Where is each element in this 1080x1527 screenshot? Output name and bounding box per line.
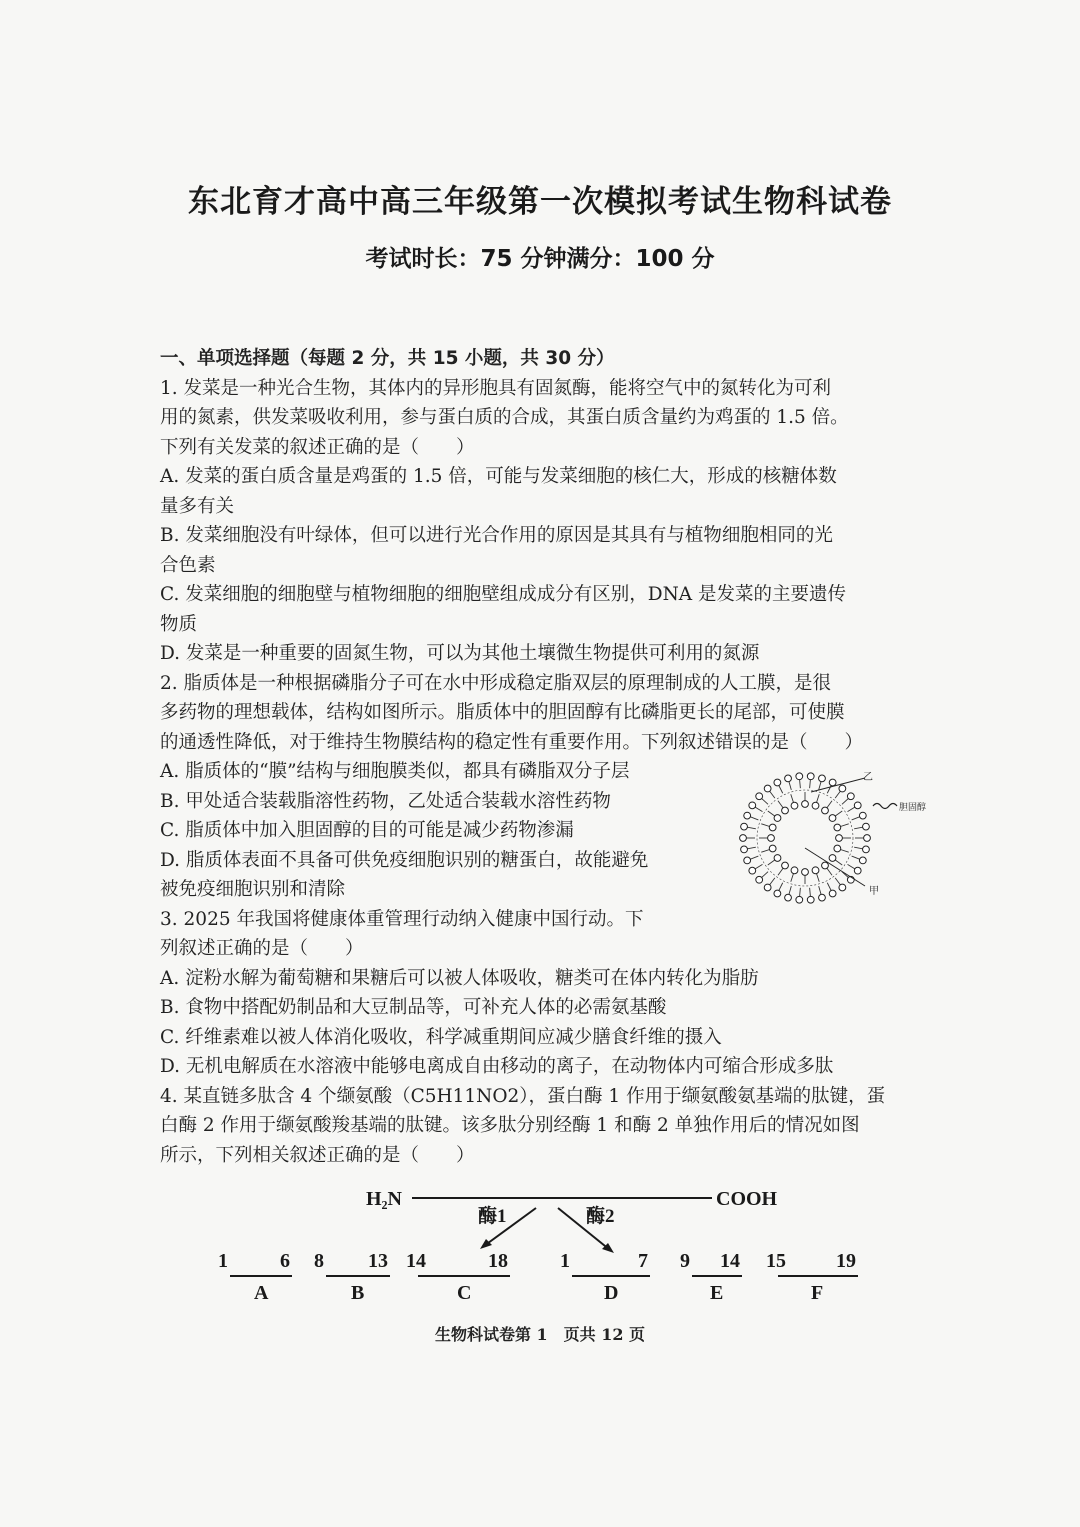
liposome-diagram — [725, 768, 950, 908]
phospholipid-head — [829, 779, 836, 786]
phospholipid-head — [819, 775, 826, 782]
phospholipid-head — [863, 823, 870, 830]
fragment-name-label: C — [457, 1282, 472, 1304]
phospholipid-head — [764, 884, 771, 891]
label-jia: 甲 — [869, 886, 879, 897]
q4-stem-line: 4. 某直链多肽含 4 个缬氨酸（C5H11NO2），蛋白酶 1 作用于缬氨酸氨基端的肽键，蛋 — [160, 1086, 886, 1107]
q4-stem-line: 所示，下列相关叙述正确的是（ ） — [160, 1145, 475, 1166]
q1-option-c-cont: 物质 — [160, 614, 198, 635]
fragment-name-label: F — [811, 1282, 824, 1304]
phospholipid-head — [774, 815, 781, 822]
phospholipid-head — [769, 824, 776, 831]
phospholipid-head — [854, 867, 861, 874]
q1-option-b: B. 发菜细胞没有叶绿体，但可以进行光合作用的原因是其具有与植物细胞相同的光 — [160, 525, 833, 546]
fragment-start-label: 14 — [406, 1250, 426, 1272]
page-title: 东北育才高中高三年级第一次模拟考试生物科试卷 — [188, 184, 892, 220]
fragment-start-label: 8 — [314, 1250, 324, 1272]
n-terminus-label: H₂N — [366, 1188, 402, 1210]
phospholipid-head — [749, 867, 756, 874]
q2-option-d: D. 脂质体表面不具备可供免疫细胞识别的糖蛋白，故能避免 — [160, 850, 649, 871]
phospholipid-head — [756, 876, 763, 883]
phospholipid-head — [859, 812, 866, 819]
fragment-end-label: 14 — [720, 1250, 740, 1272]
q2-option-d-cont: 被免疫细胞识别和清除 — [160, 879, 346, 900]
fragment-name-label: A — [254, 1282, 269, 1304]
phospholipid-head — [741, 823, 748, 830]
phospholipid-head — [864, 835, 871, 842]
phospholipid-head — [836, 835, 843, 842]
fragment-start-label: 15 — [766, 1250, 786, 1272]
fragment-end-label: 7 — [638, 1250, 648, 1272]
section-heading: 一、单项选择题（每题 2 分，共 15 小题，共 30 分） — [160, 348, 615, 369]
q1-option-d: D. 发菜是一种重要的固氮生物，可以为其他土壤微生物提供可利用的氮源 — [160, 643, 760, 664]
phospholipid-head — [829, 890, 836, 897]
phospholipid-head — [756, 793, 763, 800]
q1-option-b-cont: 合色素 — [160, 555, 216, 576]
phospholipid-head — [859, 857, 866, 864]
label-yi: 乙 — [863, 772, 873, 783]
phospholipid-head — [829, 855, 836, 862]
q2-stem-line: 2. 脂质体是一种根据磷脂分子可在水中形成稳定脂双层的原理制成的人工膜，是很 — [160, 673, 832, 694]
phospholipid-head — [768, 835, 775, 842]
q3-option-a: A. 淀粉水解为葡萄糖和果糖后可以被人体吸收，糖类可在体内转化为脂肪 — [160, 968, 759, 989]
fragment-end-label: 13 — [368, 1250, 388, 1272]
phospholipid-head — [834, 824, 841, 831]
fragment-start-label: 9 — [680, 1250, 690, 1272]
phospholipid-head — [791, 802, 798, 809]
phospholipid-head — [796, 896, 803, 903]
phospholipid-head — [863, 846, 870, 853]
phospholipid-head — [854, 802, 861, 809]
q1-stem-line: 1. 发菜是一种光合生物，其体内的异形胞具有固氮酶，能将空气中的氮转化为可利 — [160, 378, 832, 399]
phospholipid-head — [819, 894, 826, 901]
q3-stem-line: 3. 2025 年我国将健康体重管理行动纳入健康中国行动。下 — [160, 909, 644, 930]
label-cholesterol: 胆固醇 — [899, 803, 927, 813]
phospholipid-head — [807, 896, 814, 903]
fragment-name-label: B — [351, 1282, 365, 1304]
phospholipid-head — [807, 773, 814, 780]
phospholipid-bilayer — [740, 773, 871, 903]
fragment-start-label: 1 — [560, 1250, 570, 1272]
phospholipid-head — [744, 857, 751, 864]
enzyme1-label: 酶1 — [478, 1206, 507, 1227]
fragment-end-label: 6 — [280, 1250, 290, 1272]
q1-stem-line: 下列有关发菜的叙述正确的是（ ） — [160, 437, 475, 458]
phospholipid-head — [812, 802, 819, 809]
phospholipid-head — [822, 862, 829, 869]
phospholipid-head — [782, 807, 789, 814]
phospholipid-head — [764, 785, 771, 792]
page-footer: 生物科试卷第 1 页共 12 页 — [434, 1325, 646, 1344]
phospholipid-head — [774, 855, 781, 862]
phospholipid-head — [847, 793, 854, 800]
q3-option-b: B. 食物中搭配奶制品和大豆制品等，可补充人体的必需氨基酸 — [160, 997, 667, 1018]
peptide-cleavage-diagram — [200, 1178, 900, 1308]
fragment-end-label: 18 — [488, 1250, 508, 1272]
phospholipid-head — [829, 815, 836, 822]
phospholipid-head — [782, 862, 789, 869]
q1-option-c: C. 发菜细胞的细胞壁与植物细胞的细胞壁组成成分有区别，DNA 是发菜的主要遗传 — [160, 584, 847, 605]
q2-option-c: C. 脂质体中加入胆固醇的目的可能是减少药物渗漏 — [160, 820, 574, 841]
q3-stem-line: 列叙述正确的是（ ） — [160, 938, 364, 959]
phospholipid-head — [749, 802, 756, 809]
fragment-name-label: E — [710, 1282, 724, 1304]
exam-info: 考试时长：75 分钟满分：100 分 — [365, 246, 715, 272]
peptide-fragments — [218, 1250, 858, 1304]
q4-stem-line: 白酶 2 作用于缬氨酸羧基端的肽键。该多肽分别经酶 1 和酶 2 单独作用后的情况如图 — [160, 1115, 860, 1136]
phospholipid-head — [741, 846, 748, 853]
enzyme2-label: 酶2 — [586, 1206, 615, 1227]
cholesterol-icon — [873, 804, 897, 809]
phospholipid-head — [774, 890, 781, 897]
phospholipid-head — [812, 867, 819, 874]
fragment-end-label: 19 — [836, 1250, 856, 1272]
q2-option-b: B. 甲处适合装载脂溶性药物，乙处适合装载水溶性药物 — [160, 791, 611, 812]
phospholipid-head — [839, 785, 846, 792]
phospholipid-head — [791, 867, 798, 874]
q3-option-c: C. 纤维素难以被人体消化吸收，科学减重期间应减少膳食纤维的摄入 — [160, 1027, 722, 1048]
c-terminus-label: COOH — [716, 1188, 778, 1210]
phospholipid-head — [744, 812, 751, 819]
phospholipid-head — [802, 801, 809, 808]
q1-option-a-cont: 量多有关 — [160, 496, 235, 517]
fragment-start-label: 1 — [218, 1250, 228, 1272]
q2-stem-line: 的通透性降低，对于维持生物膜结构的稳定性有重要作用。下列叙述错误的是（ ） — [160, 732, 864, 753]
fragment-name-label: D — [604, 1282, 619, 1304]
q2-option-a: A. 脂质体的“膜”结构与细胞膜类似，都具有磷脂双分子层 — [160, 761, 630, 782]
q3-option-d: D. 无机电解质在水溶液中能够电离成自由移动的离子，在动物体内可缩合形成多肽 — [160, 1056, 834, 1077]
phospholipid-head — [774, 779, 781, 786]
phospholipid-head — [839, 884, 846, 891]
phospholipid-head — [785, 894, 792, 901]
phospholipid-head — [822, 807, 829, 814]
q2-stem-line: 多药物的理想载体，结构如图所示。脂质体中的胆固醇有比磷脂更长的尾部，可使膜 — [160, 702, 845, 723]
phospholipid-head — [796, 773, 803, 780]
phospholipid-head — [802, 869, 809, 876]
phospholipid-head — [785, 775, 792, 782]
q1-option-a: A. 发菜的蛋白质含量是鸡蛋的 1.5 倍，可能与发菜细胞的核仁大，形成的核糖体数 — [160, 466, 837, 487]
phospholipid-head — [834, 845, 841, 852]
phospholipid-head — [769, 845, 776, 852]
phospholipid-head — [740, 835, 747, 842]
q1-stem-line: 用的氮素，供发菜吸收利用，参与蛋白质的合成，其蛋白质含量约为鸡蛋的 1.5 倍。 — [160, 407, 849, 428]
